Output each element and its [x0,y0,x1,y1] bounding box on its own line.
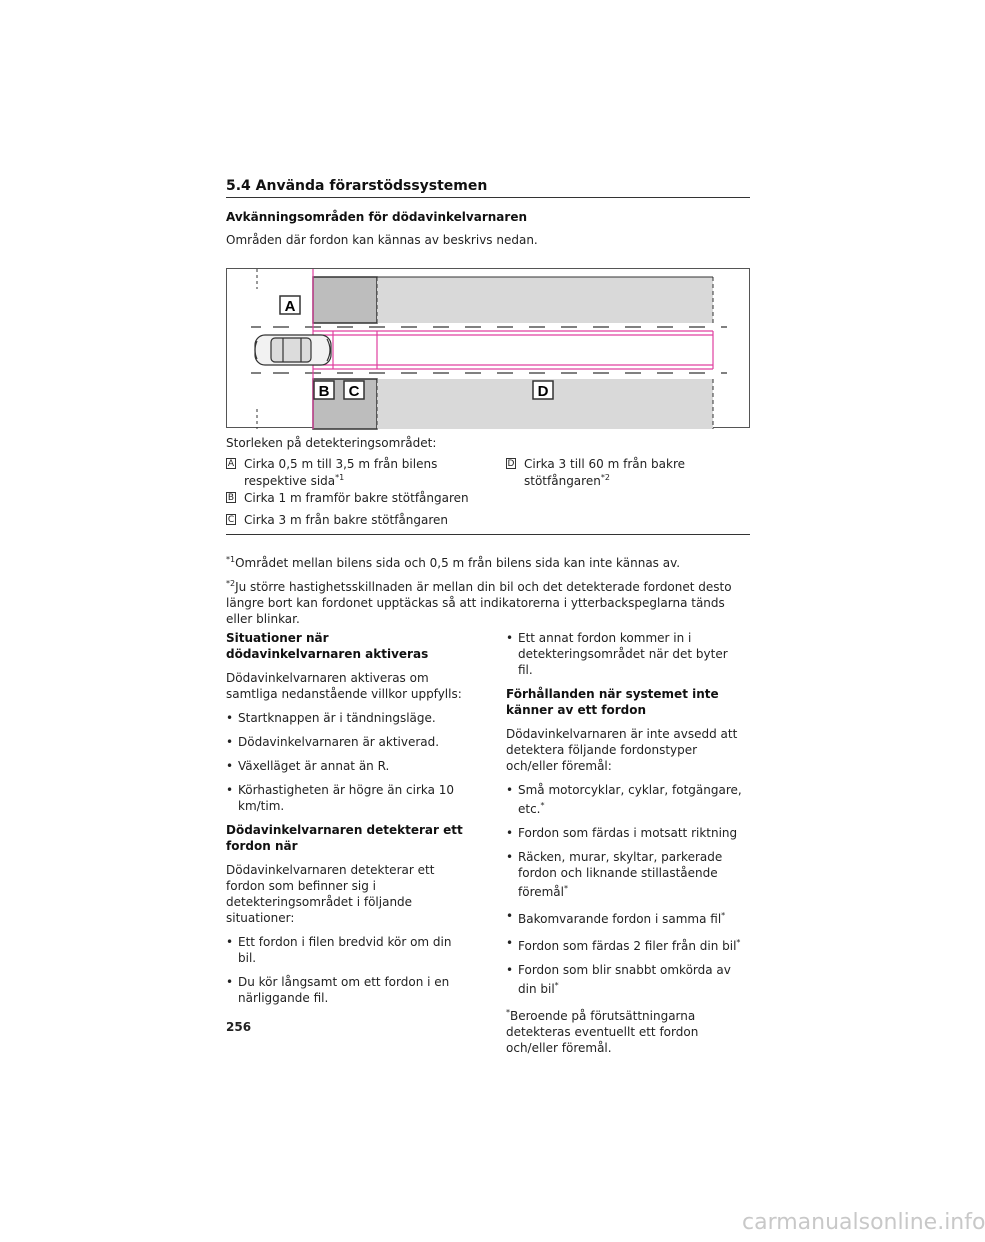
detects-list [226,934,466,1006]
legend-key-b: B [227,493,235,503]
legend-item-b: B Cirka 1 m framför bakre stötfångaren [227,491,469,505]
list-item: • Körhastigheten är högre än cirka 10 km/tim. [226,782,466,814]
not-detected-list [506,782,746,997]
watermark: carmanualsonline.info [742,1210,985,1235]
label-c: C [348,383,360,400]
footnote-1: $^{*1}$Området mellan bilens sida och 0,5 m från bilens sida kan inte kännas av. [226,555,681,570]
zone-d-upper-area [377,277,713,323]
footnote-2: $^{*2}$Ju större hastighetsskillnaden är mellan din bil och det detekterade fordonet desto längre bort kan fordonet upptäckas så att indikatorerna i ytterbackspeglarna tänds eller blinkar. [226,579,732,626]
list-item: • Växelläget är annat än R. [226,758,466,774]
detects-text: Dödavinkelvarnaren detekterar ett fordon som befinner sig i detekteringsområdet i följande situationer: [226,863,435,925]
size-label: Storleken på detekteringsområdet: [226,436,437,450]
activation-list [226,710,466,814]
activation-text: Dödavinkelvarnaren aktiveras om samtliga nedanstående villkor uppfylls: [226,671,462,701]
subheading: Avkänningsområden för dödavinkelvarnaren [226,210,527,224]
divider [226,534,750,535]
heading-activation: Situationer när dödavinkelvarnaren aktiveras [226,631,429,661]
legend-item-d: D Cirka 3 till 60 m från bakre stötfångaren$^{*2}$ [507,457,686,488]
list-item: • Räcken, murar, skyltar, parkerade fordon och liknande stillastående föremål* [506,849,746,900]
legend-key-d: D [507,459,515,469]
page-number: 256 [226,1020,252,1034]
legend-key-a: A [227,459,235,469]
list-item: • Ett annat fordon kommer in i detekteringsområdet när det byter fil. [506,630,746,678]
intro-text: Områden där fordon kan kännas av beskrivs nedan. [226,233,538,247]
legend-key-c: C [227,515,235,525]
list-item: • Små motorcyklar, cyklar, fotgängare, etc.* [506,782,746,817]
detects-list-continued [506,630,746,678]
list-item: • Bakomvarande fordon i samma fil* [506,908,746,927]
list-item: • Du kör långsamt om ett fordon i en närliggande fil. [226,974,466,1006]
section-title: 5.4 Använda förarstödssystemen [226,178,750,198]
not-detected-text: Dödavinkelvarnaren är inte avsedd att detektera följande fordonstyper och/eller föremål: [506,727,738,773]
label-b: B [318,383,330,400]
legend-item-a: A Cirka 0,5 m till 3,5 m från bilens respektive sida$^{*1}$ [227,457,438,488]
condition-note: *Beroende på förutsättningarna detekteras eventuellt ett fordon och/eller föremål. [506,1008,699,1055]
list-item: • Fordon som färdas 2 filer från din bil* [506,935,746,954]
car-icon [255,335,331,365]
list-item: • Dödavinkelvarnaren är aktiverad. [226,734,466,750]
label-d: D [537,383,549,400]
heading-not-detected: Förhållanden när systemet inte känner av ett fordon [506,687,719,717]
detection-area-diagram [226,268,750,428]
list-item: • Ett fordon i filen bredvid kör om din bil. [226,934,466,966]
list-item: • Fordon som färdas i motsatt riktning [506,825,746,841]
legend-item-c: C Cirka 3 m från bakre stötfångaren [227,513,449,527]
heading-detects: Dödavinkelvarnaren detekterar ett fordon när [226,823,463,853]
left-column [226,630,466,1014]
list-item: • Fordon som blir snabbt omkörda av din bil* [506,962,746,997]
zone-a-area [313,277,377,323]
list-item: • Startknappen är i tändningsläge. [226,710,466,726]
label-a: A [284,298,296,315]
right-column [506,630,746,1064]
